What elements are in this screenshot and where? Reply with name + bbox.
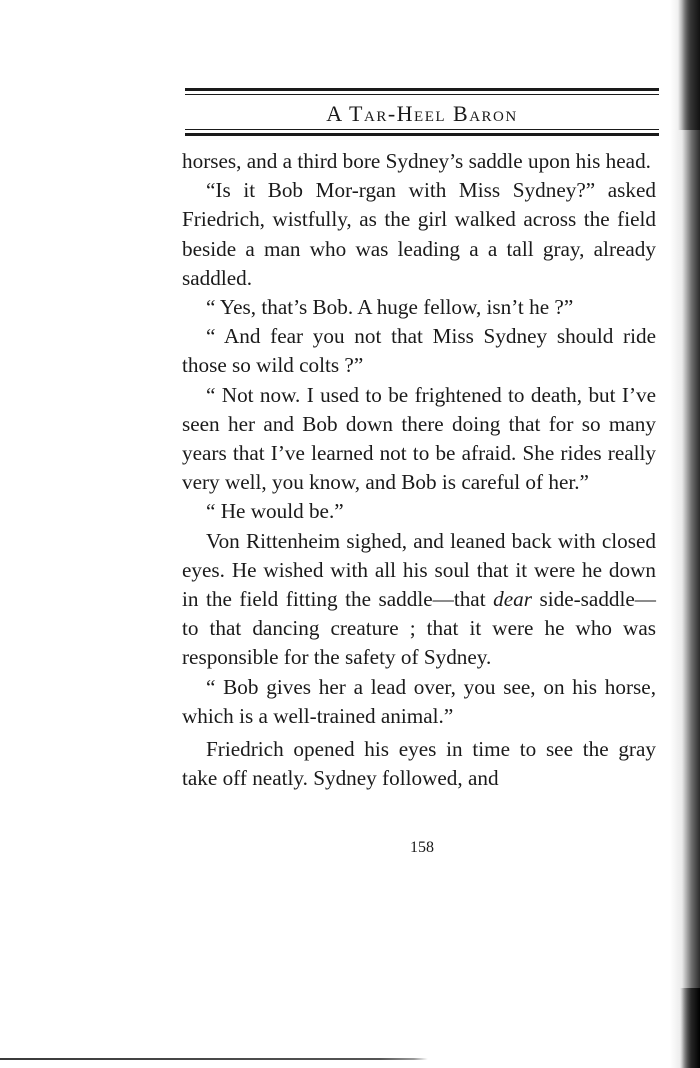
body-text — [182, 147, 656, 793]
header-rule-bottom-thin — [185, 129, 659, 130]
running-head-title: A Tar-Heel Baron — [326, 101, 518, 126]
paragraph: “Is it Bob Mor-rgan with Miss Sydney?” asked Friedrich, wistfully, as the girl walked across the field beside a man who was leading a a tall gray, already saddled. — [182, 178, 656, 290]
header-rule-top-thin — [185, 94, 659, 95]
paragraph: “ Not now. I used to be frightened to death, but I’ve seen her and Bob down there doing that for so many years that I’ve learned not to be afraid. She rides really very well, you know, and Bob is careful of her.” — [182, 382, 656, 495]
emphasis-text: dear — [493, 587, 532, 612]
header-rule-top-thick — [185, 88, 659, 91]
paragraph-text: side-saddle—to that dancing creature ; that it were he who was responsible for the safety of Sydney. — [182, 587, 656, 670]
paragraph: Friedrich opened his eyes in time to see the gray take off neatly. Sydney followed, and — [182, 737, 656, 791]
paragraph — [182, 527, 656, 673]
scan-edge-bottom — [0, 1058, 690, 1060]
paragraph: “ Yes, that’s Bob. A huge fellow, isn’t he ?” — [206, 295, 574, 320]
scan-edge-right — [670, 0, 700, 1068]
scan-edge-shadow-top — [678, 0, 700, 130]
paragraph: “ He would be.” — [206, 499, 344, 524]
header-rule-bottom-thick — [185, 133, 659, 136]
paragraph-text: Von Rittenheim sighed, and leaned back with closed eyes. He wished with all his soul that it were he down in the field fitting the saddle—that — [182, 528, 656, 612]
scan-edge-shadow-bottom — [680, 988, 700, 1068]
paragraph: horses, and a third bore Sydney’s saddle upon his head. — [182, 149, 651, 173]
paragraph: “ Bob gives her a lead over, you see, on his horse, which is a well-trained animal.” — [182, 674, 656, 728]
page-number: 158 — [410, 839, 434, 856]
paragraph: “ And fear you not that Miss Sydney should ride those so wild colts ?” — [182, 324, 656, 378]
